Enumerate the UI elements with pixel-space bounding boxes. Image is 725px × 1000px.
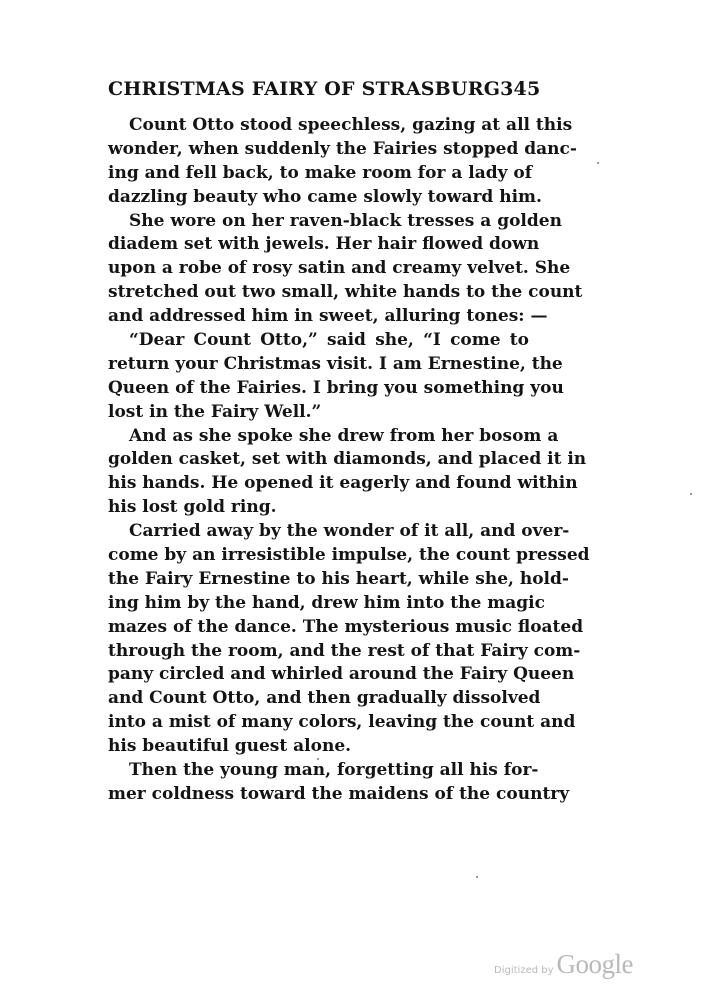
text-line: his hands. He opened it eagerly and found within [108, 473, 578, 494]
text-line: his beautiful guest alone. [108, 736, 352, 757]
text-line: wonder, when suddenly the Fairies stopped danc- [108, 138, 577, 159]
text-line: Then the young man, forgetting all his for- [129, 760, 539, 781]
text-line: ing and fell back, to make room for a lady of [108, 162, 533, 183]
text-line: the Fairy Ernestine to his heart, while she, hold- [108, 568, 569, 589]
text-line: golden casket, set with diamonds, and placed it in [108, 449, 587, 470]
paragraph [108, 329, 564, 425]
text-line: mazes of the dance. The mysterious music floated [108, 616, 584, 637]
text-line: “Dear Count Otto,” said she, “I come to [129, 330, 529, 351]
watermark-prefix: Digitized by [494, 965, 554, 976]
text-line: ing him by the hand, drew him into the magic [108, 592, 545, 613]
text-line: Queen of the Fairies. I bring you something you [108, 377, 564, 398]
paragraph [108, 425, 587, 521]
paragraph [108, 520, 590, 759]
scan-speck [317, 758, 319, 760]
text-line: come by an irresistible impulse, the count pressed [108, 545, 590, 566]
scan-speck [476, 876, 478, 878]
text-line: his lost gold ring. [108, 497, 277, 518]
running-head [108, 76, 541, 102]
text-line: upon a robe of rosy satin and creamy velvet. She [108, 258, 571, 279]
google-logo: Google [556, 949, 633, 979]
text-line: through the room, and the rest of that Fairy com- [108, 640, 581, 661]
scan-speck [597, 162, 599, 164]
text-line: return your Christmas visit. I am Ernestine, the [108, 353, 563, 374]
text-line: diadem set with jewels. Her hair flowed down [108, 234, 540, 255]
text-line: stretched out two small, white hands to the count [108, 282, 583, 303]
text-line: pany circled and whirled around the Fairy Queen [108, 664, 575, 685]
paragraph [108, 114, 577, 210]
text-line: mer coldness toward the maidens of the country [108, 783, 570, 804]
text-line: and Count Otto, and then gradually dissolved [108, 688, 541, 709]
paragraph [108, 759, 570, 807]
page-number: 345 [500, 78, 541, 100]
paragraph [108, 210, 583, 329]
text-line: She wore on her raven-black tresses a golden [129, 210, 562, 231]
text-line: into a mist of many colors, leaving the count and [108, 712, 576, 733]
chapter-title: CHRISTMAS FAIRY OF STRASBURG [108, 78, 501, 100]
digitized-by-google-watermark [494, 949, 633, 980]
text-line: Carried away by the wonder of it all, and over- [129, 521, 570, 542]
text-line: And as she spoke she drew from her bosom a [129, 425, 559, 446]
text-line: lost in the Fairy Well.” [108, 401, 322, 422]
scan-speck [690, 493, 692, 495]
text-line: Count Otto stood speechless, gazing at all this [129, 115, 573, 135]
body-text [108, 114, 590, 807]
text-line: and addressed him in sweet, alluring tones: — [108, 306, 548, 327]
text-line: dazzling beauty who came slowly toward him. [108, 186, 542, 207]
